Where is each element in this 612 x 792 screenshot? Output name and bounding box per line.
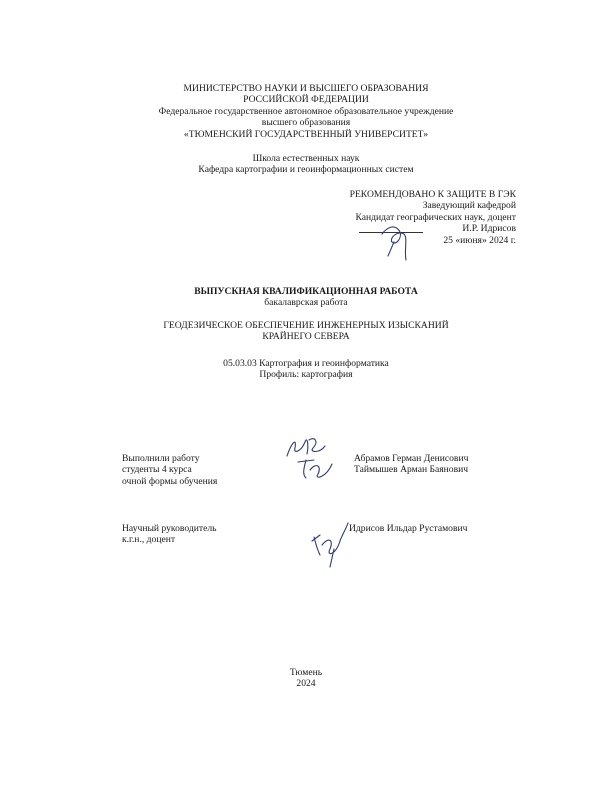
supervisor-label-line-1: Научный руководитель <box>122 523 217 534</box>
profile: Профиль: картография <box>259 369 353 381</box>
city: Тюмень <box>289 667 323 678</box>
thesis-title-line-1: ГЕОДЕЗИЧЕСКОЕ ОБЕСПЕЧЕНИЕ ИНЖЕНЕРНЫХ ИЗЫСКАНИЙ <box>163 320 449 331</box>
header-block <box>0 83 612 140</box>
student-2-signature <box>294 452 340 484</box>
specialty: 05.03.03 Картография и геоинформатика <box>223 358 389 369</box>
institution-type-line-1: Федеральное государственное автономное образовательное учреждение <box>158 105 454 117</box>
year: 2024 <box>296 678 316 690</box>
work-type: ВЫПУСКНАЯ КВАЛИФИКАЦИОННАЯ РАБОТА <box>194 286 418 297</box>
authors-label-line-1: Выполнили работу <box>122 453 200 464</box>
authors-label-line-3: очной формы обучения <box>122 475 218 487</box>
supervisor-signature <box>306 515 352 573</box>
ministry-line-2: РОССИЙСКОЙ ФЕДЕРАЦИИ <box>243 94 369 106</box>
supervisor-label <box>122 523 216 546</box>
department-name: Кафедра картографии и геоинформационных систем <box>198 164 414 176</box>
supervisor-name-block <box>349 523 467 534</box>
head-signature <box>374 212 424 267</box>
work-level: бакалаврская работа <box>264 297 348 309</box>
student-2-name: Таймышев Арман Баянович <box>354 464 469 476</box>
thesis-title-block <box>0 320 612 343</box>
approval-name: И.Р. Идрисов <box>462 223 516 235</box>
supervisor-label-line-2: к.г.н., доцент <box>122 534 176 546</box>
thesis-title-line-2: КРАЙНЕГО СЕВЕРА <box>262 331 350 343</box>
authors-names <box>354 453 468 476</box>
approval-position: Заведующий кафедрой <box>422 200 516 212</box>
approval-date: 25 «июня» 2024 г. <box>443 234 516 246</box>
institution-type-line-2: высшего образования <box>261 117 351 129</box>
footer-block <box>0 667 612 690</box>
school-name: Школа естественных наук <box>252 153 360 164</box>
authors-label <box>122 453 217 487</box>
authors-label-line-2: студенты 4 курса <box>122 464 192 476</box>
supervisor-name: Идрисов Ильдар Рустамович <box>349 523 468 534</box>
specialty-block <box>0 358 612 381</box>
university-name: «ТЮМЕНСКИЙ ГОСУДАРСТВЕННЫЙ УНИВЕРСИТЕТ» <box>183 128 429 140</box>
unit-block <box>0 153 612 176</box>
work-type-block <box>0 286 612 309</box>
ministry-line-1: МИНИСТЕРСТВО НАУКИ И ВЫСШЕГО ОБРАЗОВАНИЯ <box>183 83 429 94</box>
student-1-name: Абрамов Герман Денисович <box>354 453 469 464</box>
approval-degree: Кандидат географических наук, доцент <box>355 211 516 223</box>
approval-title: РЕКОМЕНДОВАНО К ЗАЩИТЕ В ГЭК <box>349 189 516 200</box>
